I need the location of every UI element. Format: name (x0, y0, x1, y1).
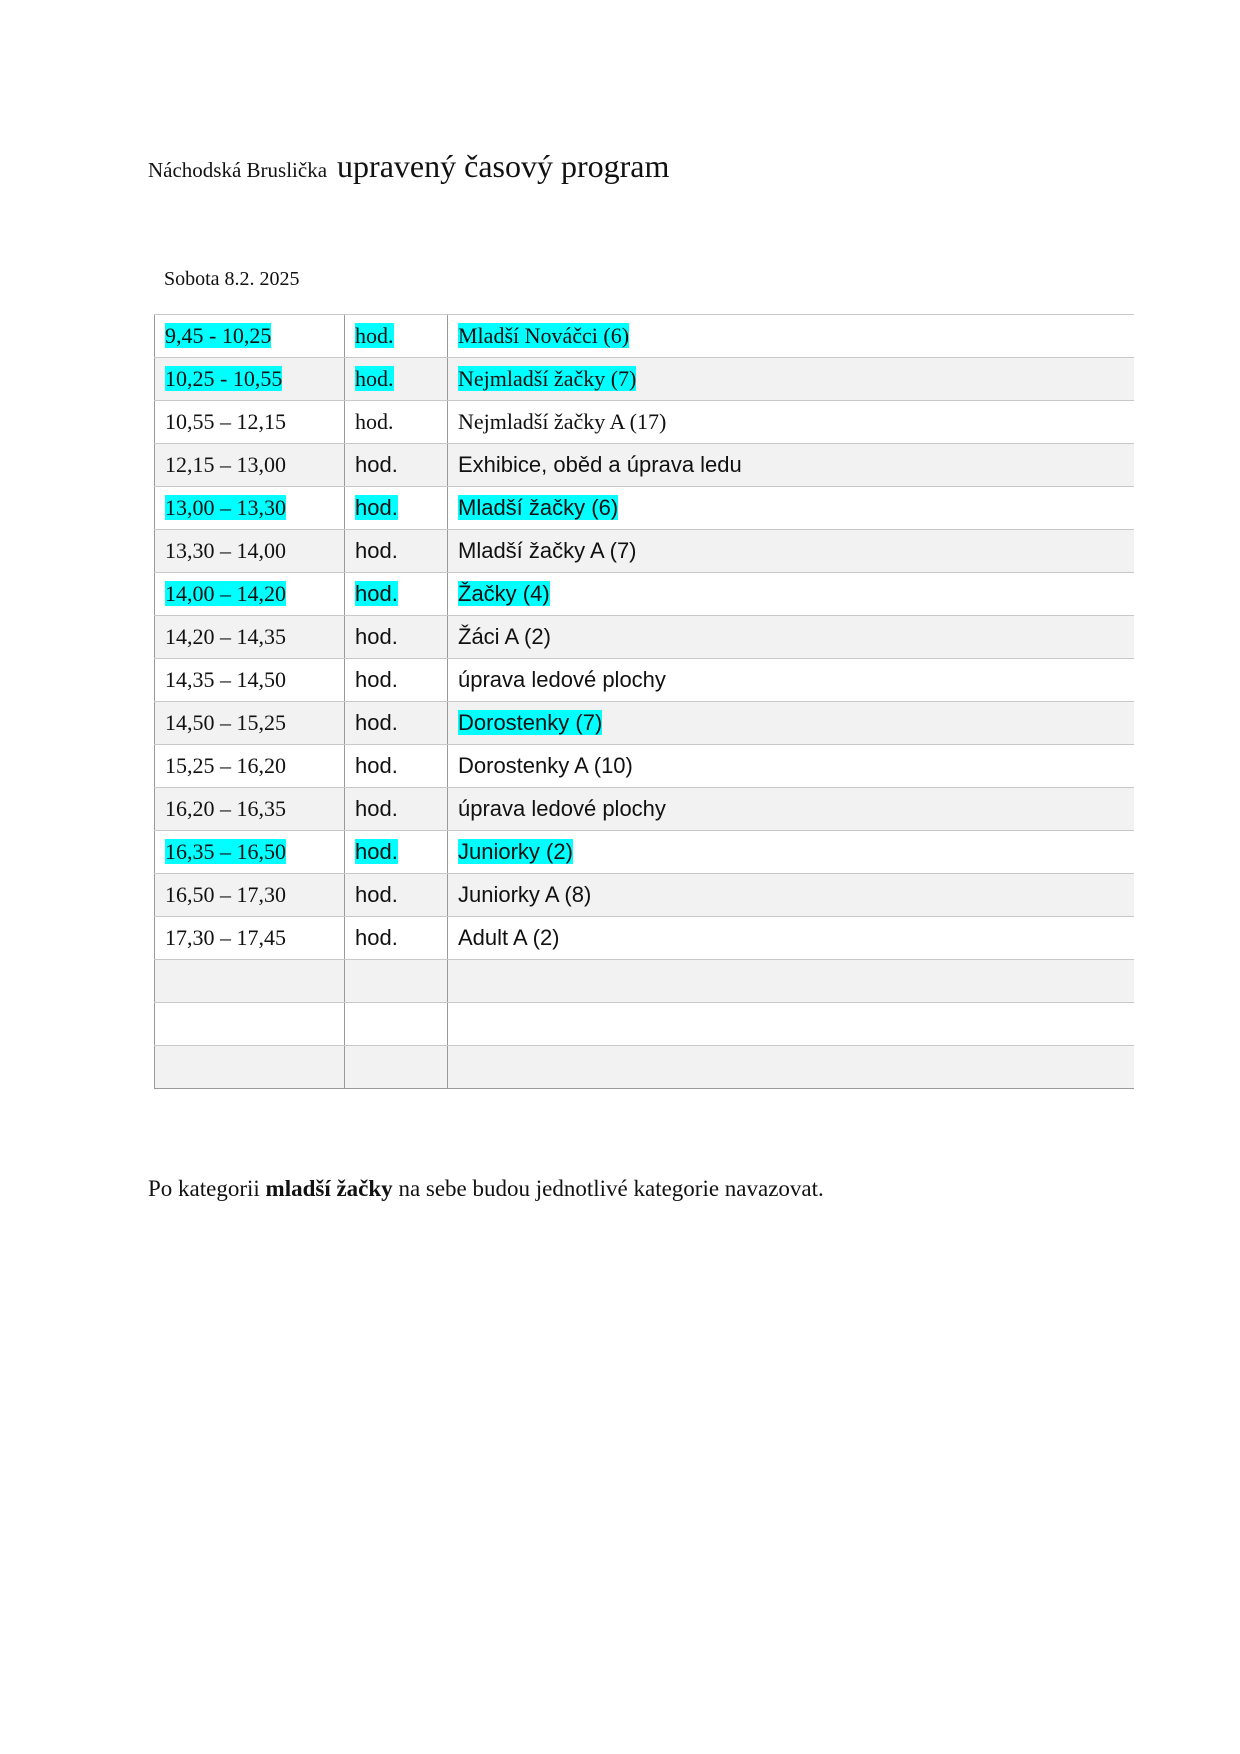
time-cell (155, 487, 345, 530)
time-cell (155, 530, 345, 573)
footer-note (148, 1176, 824, 1202)
schedule-row (155, 444, 1135, 487)
unit-cell (345, 487, 448, 530)
category-cell-text: Mladší žačky A (7) (458, 538, 637, 563)
unit-cell-text: hod. (355, 796, 398, 821)
time-cell-text: 17,30 – 17,45 (165, 925, 286, 950)
category-cell (448, 530, 1135, 573)
category-cell (448, 487, 1135, 530)
time-cell (155, 358, 345, 401)
category-cell (448, 444, 1135, 487)
document-title (148, 148, 669, 185)
category-cell (448, 616, 1135, 659)
category-cell (448, 1046, 1135, 1089)
schedule-row (155, 530, 1135, 573)
schedule-row (155, 487, 1135, 530)
unit-cell (345, 917, 448, 960)
category-cell (448, 659, 1135, 702)
time-cell-text: 10,55 – 12,15 (165, 409, 286, 434)
time-cell-text: 14,00 – 14,20 (165, 581, 286, 606)
unit-cell (345, 573, 448, 616)
category-cell-text: Mladší Nováčci (6) (458, 323, 630, 348)
category-cell-text: Dorostenky (7) (458, 710, 603, 735)
unit-cell (345, 659, 448, 702)
unit-cell (345, 616, 448, 659)
schedule-row (155, 401, 1135, 444)
unit-cell-text: hod. (355, 882, 398, 907)
unit-cell (345, 1003, 448, 1046)
event-date: Sobota 8.2. 2025 (164, 268, 300, 290)
unit-cell (345, 530, 448, 573)
unit-cell (345, 831, 448, 874)
time-cell (155, 917, 345, 960)
schedule-row (155, 917, 1135, 960)
category-cell (448, 788, 1135, 831)
time-cell-text: 14,50 – 15,25 (165, 710, 286, 735)
unit-cell (345, 315, 448, 358)
unit-cell (345, 444, 448, 487)
time-cell-text: 15,25 – 16,20 (165, 753, 286, 778)
schedule-row (155, 874, 1135, 917)
time-cell-text: 16,20 – 16,35 (165, 796, 286, 821)
category-cell-text: úprava ledové plochy (458, 667, 666, 692)
category-cell (448, 1003, 1135, 1046)
schedule-row (155, 702, 1135, 745)
time-cell (155, 315, 345, 358)
unit-cell-text: hod. (355, 452, 398, 477)
category-cell (448, 401, 1135, 444)
org-name: Náchodská Bruslička (148, 158, 328, 182)
category-cell-text: Nejmladší žačky A (17) (458, 409, 667, 434)
unit-cell (345, 788, 448, 831)
unit-cell-text: hod. (355, 581, 398, 606)
schedule-row (155, 745, 1135, 788)
unit-cell-text: hod. (355, 624, 398, 649)
category-cell (448, 917, 1135, 960)
time-cell-text: 13,00 – 13,30 (165, 495, 286, 520)
unit-cell-text: hod. (355, 538, 398, 563)
note-before: Po kategorii (148, 1176, 266, 1201)
unit-cell-text: hod. (355, 710, 398, 735)
schedule-row (155, 1003, 1135, 1046)
unit-cell-text: hod. (355, 667, 398, 692)
schedule-row (155, 573, 1135, 616)
category-cell (448, 960, 1135, 1003)
unit-cell (345, 960, 448, 1003)
time-cell-text: 13,30 – 14,00 (165, 538, 286, 563)
unit-cell (345, 1046, 448, 1089)
time-cell (155, 745, 345, 788)
time-cell (155, 573, 345, 616)
time-cell-text: 16,35 – 16,50 (165, 839, 286, 864)
program-title: upravený časový program (337, 148, 670, 184)
category-cell (448, 358, 1135, 401)
schedule-row (155, 1046, 1135, 1089)
category-cell (448, 315, 1135, 358)
unit-cell-text: hod. (355, 366, 394, 391)
category-cell-text: Juniorky A (8) (458, 882, 592, 907)
time-cell-text: 9,45 - 10,25 (165, 323, 272, 348)
unit-cell-text: hod. (355, 323, 394, 348)
category-cell-text: Žáci A (2) (458, 624, 551, 649)
unit-cell-text: hod. (355, 495, 398, 520)
time-cell-text: 14,20 – 14,35 (165, 624, 286, 649)
time-cell (155, 702, 345, 745)
category-cell-text: Exhibice, oběd a úprava ledu (458, 452, 742, 477)
unit-cell-text: hod. (355, 839, 398, 864)
time-cell (155, 831, 345, 874)
category-cell (448, 573, 1135, 616)
time-cell (155, 874, 345, 917)
time-cell-text: 16,50 – 17,30 (165, 882, 286, 907)
schedule-row (155, 616, 1135, 659)
category-cell (448, 831, 1135, 874)
category-cell-text: Dorostenky A (10) (458, 753, 633, 778)
schedule-row (155, 659, 1135, 702)
time-cell (155, 401, 345, 444)
time-cell (155, 960, 345, 1003)
note-after: na sebe budou jednotlivé kategorie navazovat. (392, 1176, 824, 1201)
category-cell-text: Adult A (2) (458, 925, 560, 950)
time-cell (155, 444, 345, 487)
category-cell-text: Žačky (4) (458, 581, 550, 606)
time-cell-text: 10,25 - 10,55 (165, 366, 283, 391)
schedule-body (155, 315, 1135, 1089)
time-cell-text: 12,15 – 13,00 (165, 452, 286, 477)
category-cell-text: úprava ledové plochy (458, 796, 666, 821)
unit-cell (345, 358, 448, 401)
schedule-row (155, 358, 1135, 401)
schedule-table (154, 314, 1134, 1089)
schedule-row (155, 788, 1135, 831)
unit-cell-text: hod. (355, 925, 398, 950)
unit-cell-text: hod. (355, 409, 394, 434)
category-cell (448, 702, 1135, 745)
unit-cell (345, 702, 448, 745)
schedule-row (155, 960, 1135, 1003)
time-cell (155, 788, 345, 831)
time-cell (155, 616, 345, 659)
time-cell (155, 659, 345, 702)
unit-cell (345, 401, 448, 444)
note-bold: mladší žačky (265, 1176, 393, 1201)
category-cell-text: Nejmladší žačky (7) (458, 366, 637, 391)
unit-cell-text: hod. (355, 753, 398, 778)
schedule-row (155, 315, 1135, 358)
time-cell (155, 1046, 345, 1089)
category-cell (448, 874, 1135, 917)
category-cell-text: Juniorky (2) (458, 839, 573, 864)
time-cell-text: 14,35 – 14,50 (165, 667, 286, 692)
unit-cell (345, 745, 448, 788)
schedule-row (155, 831, 1135, 874)
unit-cell (345, 874, 448, 917)
category-cell (448, 745, 1135, 788)
time-cell (155, 1003, 345, 1046)
category-cell-text: Mladší žačky (6) (458, 495, 619, 520)
